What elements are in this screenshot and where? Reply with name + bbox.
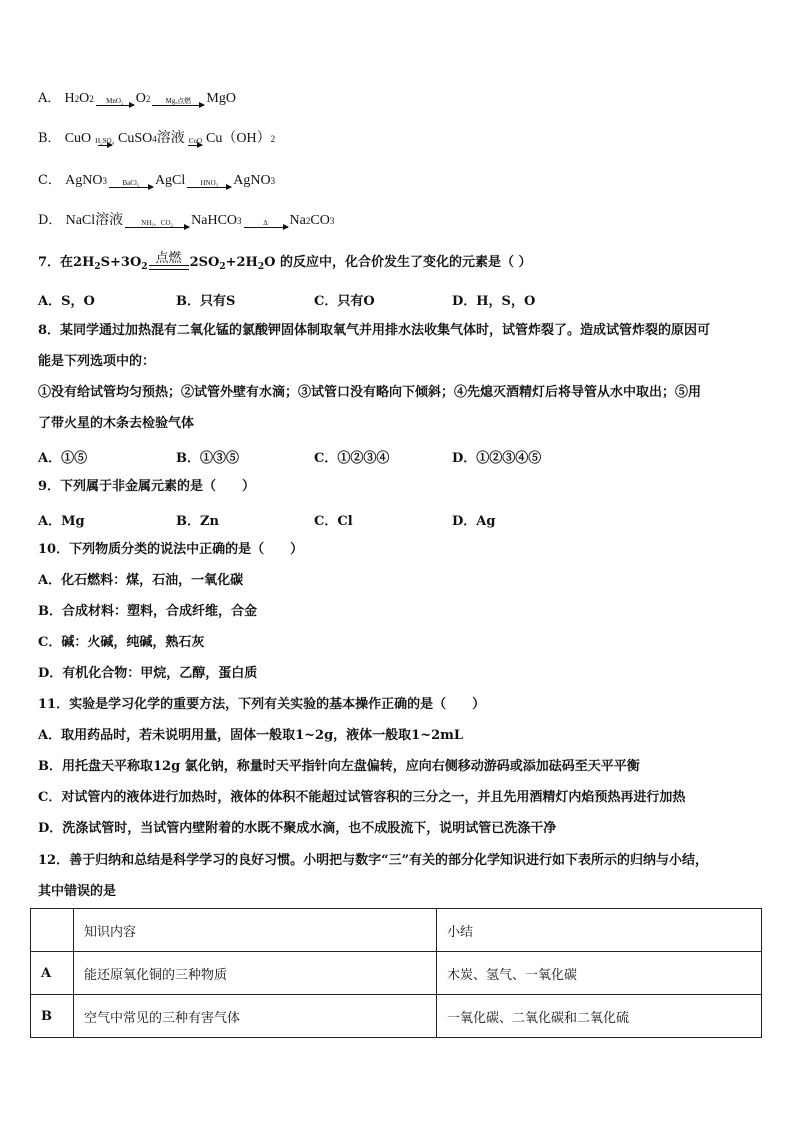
q6-option-b xyxy=(38,130,275,148)
subscript: 3 xyxy=(329,216,335,226)
q6-option-d xyxy=(38,212,334,230)
q8-stem-line1: 8．某同学通过加热混有二氧化锰的氯酸钾固体制取氧气并用排水法收集气体时，试管炸裂了。造成试管炸裂的原因可 xyxy=(38,323,711,338)
q8-stem-line3: ①没有给试管均匀预热；②试管外壁有水滴；③试管口没有略向下倾斜；④先熄灭酒精灯后将导管从水中取出；⑤用 xyxy=(38,385,702,400)
subscript: 2 xyxy=(145,94,151,104)
table-cell: 能还原氧化铜的三种物质 xyxy=(74,952,437,995)
table-cell: 空气中常见的三种有害气体 xyxy=(74,995,437,1038)
formula: CO xyxy=(310,213,330,228)
arrow-shaft xyxy=(96,105,134,106)
option-label: C． xyxy=(38,173,61,188)
formula: O xyxy=(135,91,146,106)
q12-stem-line2: 其中错误的是 xyxy=(38,884,117,899)
reaction-arrow xyxy=(187,179,231,188)
chem-equation xyxy=(66,212,335,230)
option-a: A．S，O xyxy=(38,294,95,309)
option-c: C．①②③④ xyxy=(314,451,390,466)
arrow-shaft xyxy=(98,145,112,146)
table-cell: B xyxy=(31,995,74,1038)
q10-stem: 10．下列物质分类的说法中正确的是（ ） xyxy=(38,542,304,557)
subscript: 2 xyxy=(219,262,226,272)
reaction-arrow xyxy=(244,219,288,228)
option-a: A．①⑤ xyxy=(38,451,88,466)
q9-stem: 9．下列属于非金属元素的是（ ） xyxy=(38,479,256,494)
table-cell: 木炭、氢气、一氧化碳 xyxy=(437,952,762,995)
formula: H xyxy=(64,91,75,106)
reaction-condition: CuO xyxy=(188,137,203,145)
chem-equation xyxy=(65,172,275,190)
option-d: D．H，S，O xyxy=(452,294,536,309)
subscript: 2 xyxy=(74,94,80,104)
reaction-condition: HNO₃ xyxy=(200,179,219,187)
reaction-condition: MnO₂ xyxy=(106,97,124,105)
subscript: 3 xyxy=(237,216,242,226)
subscript: 3 xyxy=(102,176,107,186)
subscript: 4 xyxy=(152,134,157,144)
chem-equation xyxy=(65,90,236,108)
stem-text: O 的反应中，化合价发生了变化的元素是（ ） xyxy=(264,255,532,270)
subscript: 2 xyxy=(257,262,265,272)
option-b: B．①③⑤ xyxy=(176,451,239,466)
formula: O xyxy=(79,91,90,106)
table-header-cell xyxy=(31,909,74,952)
formula: AgCl xyxy=(154,173,186,188)
q8-stem-line2: 能是下列选项中的： xyxy=(38,354,156,369)
q12-stem-line1: 12．善于归纳和总结是科学学习的良好习惯。小明把与数字“三”有关的部分化学知识进行如下表所示的归纳与小结， xyxy=(38,853,709,868)
subscript: 2 xyxy=(94,262,101,272)
reaction-condition: 点燃 xyxy=(155,251,182,266)
option-label: A． xyxy=(38,91,61,106)
double-line xyxy=(149,265,189,270)
q11-stem: 11．实验是学习化学的重要方法，下列有关实验的基本操作正确的是（ ） xyxy=(38,697,486,712)
reaction-arrow xyxy=(109,179,153,188)
reaction-arrow xyxy=(96,97,134,106)
arrow-shaft xyxy=(244,227,288,228)
reaction-condition: NH₃、CO₂ xyxy=(141,219,173,227)
formula: CuO xyxy=(64,131,92,146)
summary-table xyxy=(30,908,762,1038)
q7-stem xyxy=(38,251,532,276)
option-label: D． xyxy=(38,213,62,228)
stem-text: S+3O xyxy=(100,255,142,270)
option-a: A．Mg xyxy=(38,514,85,529)
q10-option-c: C．碱：火碱，纯碱，熟石灰 xyxy=(38,635,205,650)
option-c: C．Cl xyxy=(314,514,353,529)
formula: AgNO xyxy=(65,173,103,188)
subscript: 2 xyxy=(141,262,148,272)
reaction-arrow xyxy=(187,137,204,146)
q10-option-d: D．有机化合物：甲烷，乙醇，蛋白质 xyxy=(38,666,258,681)
arrow-shaft xyxy=(187,187,231,188)
table-header-row xyxy=(31,909,762,952)
table-header-cell: 小结 xyxy=(437,909,762,952)
reaction-arrow xyxy=(152,97,204,106)
table-header-cell: 知识内容 xyxy=(74,909,437,952)
chem-equation xyxy=(65,130,275,148)
subscript: 2 xyxy=(89,94,94,104)
formula: NaCl溶液 xyxy=(65,213,124,228)
subscript: 3 xyxy=(270,176,276,186)
table-cell: A xyxy=(31,952,74,995)
arrow-shaft xyxy=(188,145,202,146)
stem-text: 7．在2H xyxy=(38,255,95,270)
option-b: B．Zn xyxy=(176,514,219,529)
table-row xyxy=(31,952,762,995)
formula: CuSO xyxy=(118,131,153,146)
q11-option-a: A．取用药品时，若未说明用量，固体一般取1~2g，液体一般取1~2mL xyxy=(38,728,464,743)
option-label: B． xyxy=(38,131,61,146)
q11-option-d: D．洗涤试管时，当试管内壁附着的水既不聚成水滴，也不成股流下，说明试管已洗涤干净 xyxy=(38,821,557,836)
reaction-condition: Δ xyxy=(263,219,268,227)
option-d: D．Ag xyxy=(452,514,496,529)
reaction-arrow xyxy=(125,219,189,228)
option-b: B．只有S xyxy=(176,294,236,309)
option-c: C．只有O xyxy=(314,294,375,309)
reaction-condition-bar xyxy=(149,252,189,270)
q8-stem-line4: 了带火星的木条去检验气体 xyxy=(38,416,195,431)
q6-option-c xyxy=(38,172,275,190)
formula: 溶液 xyxy=(156,131,185,146)
q10-option-a: A．化石燃料：煤，石油，一氧化碳 xyxy=(38,573,244,588)
q11-option-b: B．用托盘天平称取12g 氯化钠，称量时天平指针向左盘偏转，应向右侧移动游码或添加砝码至天平平衡 xyxy=(38,759,640,774)
table-row xyxy=(31,995,762,1038)
q10-option-b: B．合成材料：塑料，合成纤维，合金 xyxy=(38,604,257,619)
formula: Cu（OH） xyxy=(206,131,271,146)
formula: MgO xyxy=(206,91,236,106)
formula: AgNO xyxy=(233,173,271,188)
reaction-condition: H₂SO₄ xyxy=(95,137,115,145)
q6-option-a xyxy=(38,90,236,108)
table-cell: 一氧化碳、二氧化碳和二氧化硫 xyxy=(437,995,762,1038)
reaction-condition: BaCl₂ xyxy=(122,179,140,187)
stem-text: 2SO xyxy=(189,255,220,270)
option-d: D．①②③④⑤ xyxy=(452,451,542,466)
arrow-shaft xyxy=(109,187,153,188)
stem-text: +2H xyxy=(225,255,258,270)
reaction-arrow xyxy=(93,137,116,146)
arrow-shaft xyxy=(152,105,204,106)
formula: NaHCO xyxy=(191,213,238,228)
arrow-shaft xyxy=(125,227,189,228)
reaction-condition: Mg,点燃 xyxy=(165,97,192,105)
subscript: 2 xyxy=(305,216,311,226)
q11-option-c: C．对试管内的液体进行加热时，液体的体积不能超过试管容积的三分之一，并且先用酒精灯内焰预热再进行加热 xyxy=(38,790,686,805)
subscript: 2 xyxy=(270,134,276,144)
formula: Na xyxy=(289,213,306,228)
